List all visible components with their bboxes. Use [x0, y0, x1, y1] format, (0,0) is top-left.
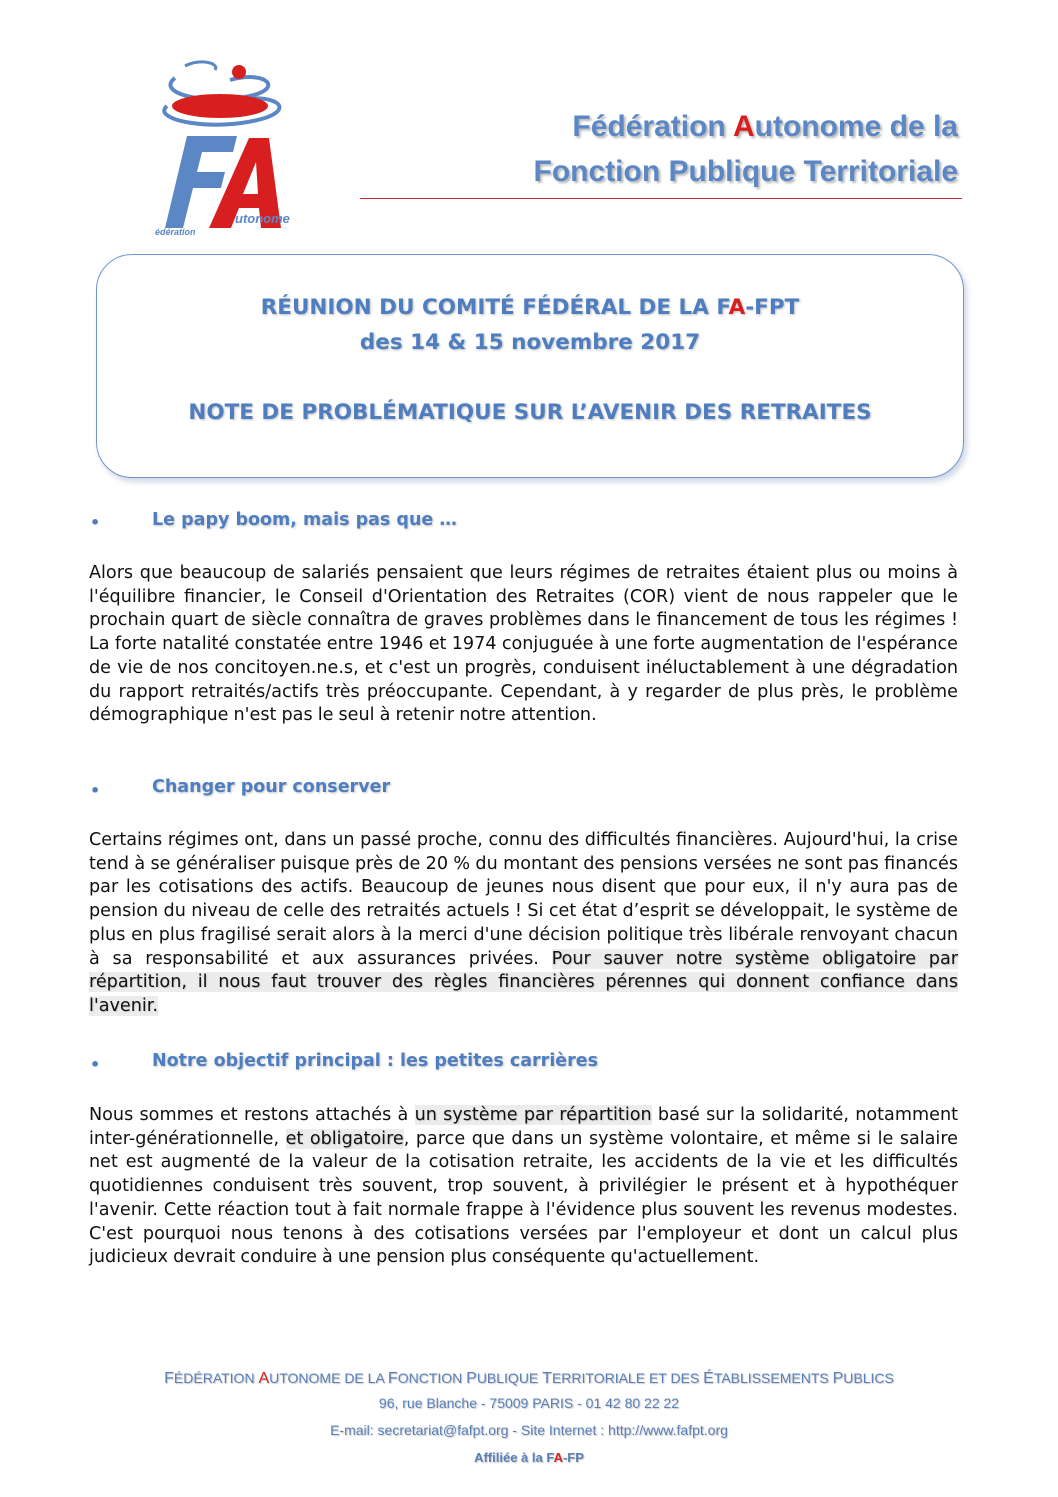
section-paragraph-papy-boom: Alors que beaucoup de salariés pensaient que leurs régimes de retraites étaient plus ou moins à l'équilibre financier, le Conseil d'Orientation des Retraites (COR) vient de nous rappeler que le prochain quart de siècle connaîtra de graves problèmes dans le financement de tous les régimes ! La forte natalité constatée entre 1946 et 1974 conjuguée à une forte augmentation de l'espérance de vie de nos concitoyen.ne.s, et c'est un progrès, conduisent inéluctablement à une dégradation du rapport retraités/actifs très préoccupante. Cependant, à y regarder de plus près, le problème démographique n'est pas le seul à retenir notre attention. [89, 563, 958, 726]
footer-affiliation: Affiliée à la FA-FP [474, 1450, 584, 1465]
fa-logo [145, 58, 295, 243]
section-paragraph-changer: Certains régimes ont, dans un passé proche, connu des difficultés financières. Aujourd'hui, la crise tend à se généraliser puisque près de 20 % du montant des pensions versées ne sont pas financés par les cotisations des actifs. Beaucoup de jeunes nous disent que pour eux, il n'y aura pas de pension du niveau de celle des retraités actuels ! Si cet état d’esprit se développait, le système de plus en plus fragilisé serait alors à la merci d'une décision politique très libérale renvoyant chacun à sa responsabilité et aux assurances privées. Pour sauver notre système obligatoire par répartition, il nous faut trouver des règles financières pérennes qui donnent confiance dans l'avenir. [89, 830, 958, 1016]
organization-title [534, 104, 958, 194]
footer-contact: E-mail: secretariat@fafpt.org - Site Internet : http://www.fafpt.org [330, 1422, 728, 1438]
bullet-icon: • [90, 781, 101, 800]
org-title-line-1: Fédération Autonome de la [572, 110, 958, 143]
svg-text:utonome: utonome [235, 211, 290, 226]
section-heading-objectif: Notre objectif principal : les petites carrières [152, 1051, 599, 1071]
meeting-title: RÉUNION DU COMITÉ FÉDÉRAL DE LA FA-FPT [260, 295, 800, 320]
header-divider [360, 198, 962, 199]
svg-text:édération: édération [155, 227, 196, 237]
bullet-icon: • [90, 513, 101, 532]
section-heading-changer: Changer pour conserver [152, 777, 391, 797]
section-heading-papy-boom: Le papy boom, mais pas que … [152, 510, 457, 530]
section-paragraph-objectif: Nous sommes et restons attachés à un système par répartition basé sur la solidarité, notamment inter-générationnelle, et obligatoire, parce que dans un système volontaire, et même si le salaire net est augmenté de la valeur de la cotisation retraite, les accidents de la vie et les difficultés quotidiennes conduisent très souvent, trop souvent, à privilégier le présent et à hypothéquer l'avenir. Cette réaction tout à fait normale frappe à l'évidence plus souvent les revenus modestes. C'est pourquoi nous tenons à des cotisations versées par l'employeur et dont un calcul plus judicieux devrait conduire à une pension plus conséquente qu'actuellement. [89, 1105, 958, 1268]
footer-address: 96, rue Blanche - 75009 PARIS - 01 42 80 22 22 [378, 1395, 680, 1411]
note-title: NOTE DE PROBLÉMATIQUE SUR L’AVENIR DES RETRAITES [188, 400, 872, 425]
title-box [96, 254, 964, 478]
bullet-icon: • [90, 1055, 101, 1074]
meeting-dates: des 14 & 15 novembre 2017 [359, 330, 701, 355]
fa-logo-icon [145, 58, 295, 243]
org-title-line-2: Fonction Publique Territoriale [533, 155, 958, 188]
footer-organization: FÉDÉRATION AUTONOME DE LA FONCTION PUBLIQUE TERRITORIALE ET DES ÉTABLISSEMENTS PUBLICS [164, 1370, 894, 1387]
